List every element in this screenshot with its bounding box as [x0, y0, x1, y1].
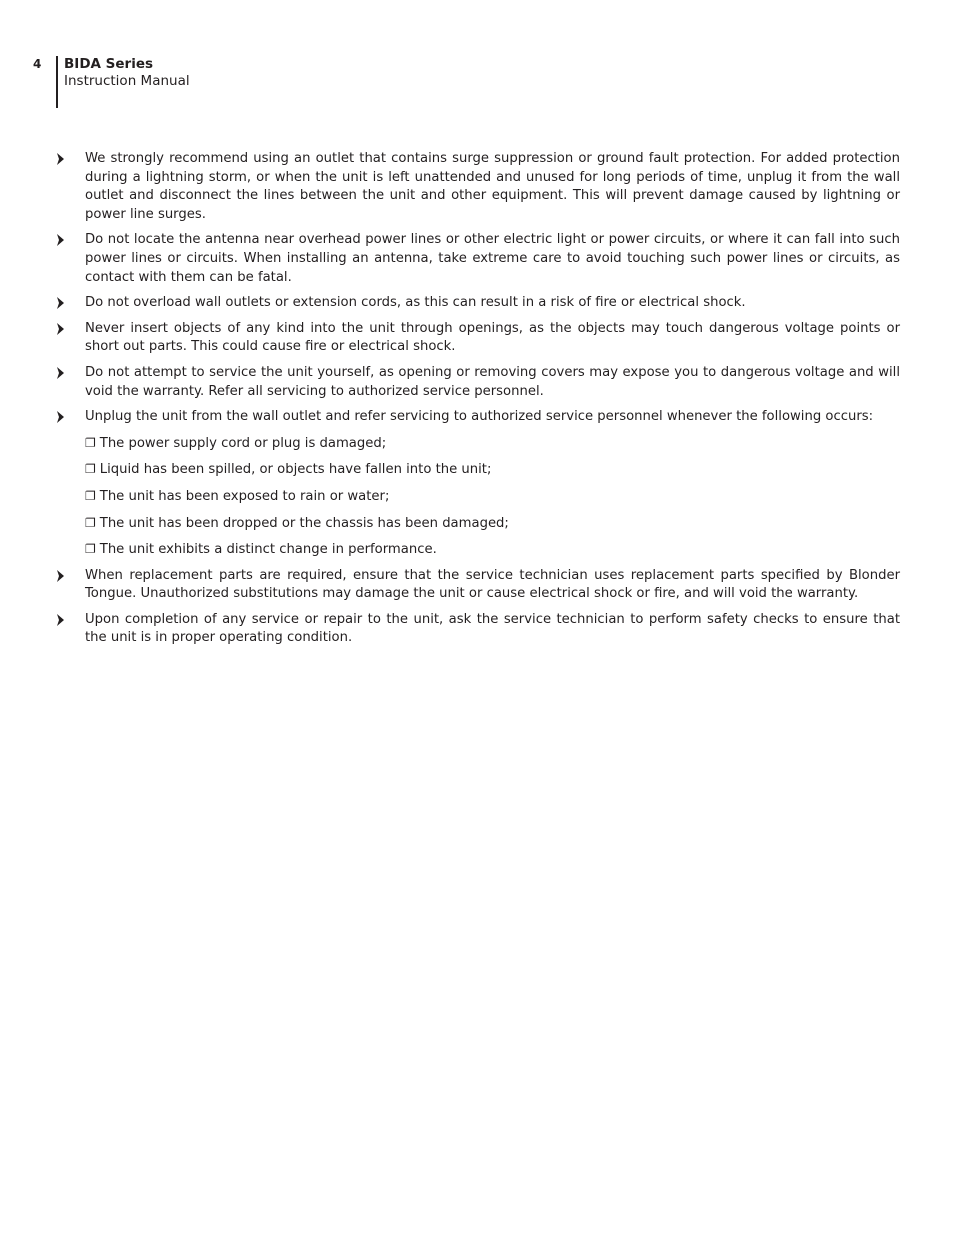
- list-item: [55, 567, 900, 604]
- safety-instructions: [55, 150, 900, 655]
- list-item-text: Do not attempt to service the unit yourself, as opening or removing covers may expose you to dangerous voltage and will void the warranty. Refer all servicing to authorized service personnel.: [85, 364, 900, 399]
- sub-list-item-text: The unit has been exposed to rain or water;: [99, 488, 390, 504]
- sub-list-item-text: The unit exhibits a distinct change in performance.: [99, 542, 437, 558]
- sub-list-item-text: The power supply cord or plug is damaged;: [99, 435, 387, 451]
- sub-list-item: [55, 540, 900, 560]
- checkbox-square-icon: ❐: [85, 515, 96, 530]
- list-item: [55, 294, 900, 313]
- list-item-text: Unplug the unit from the wall outlet and refer servicing to authorized service personnel whenever the following occurs:: [85, 409, 874, 425]
- arrowhead-bullet-icon: [57, 570, 64, 582]
- sub-list-item: [55, 434, 900, 454]
- list-item-text: Upon completion of any service or repair to the unit, ask the service technician to perform safety checks to ensure that the unit is in proper operating condition.: [85, 611, 900, 646]
- list-item: [55, 364, 900, 401]
- arrowhead-bullet-icon: [57, 297, 64, 309]
- checkbox-square-icon: ❐: [85, 435, 96, 450]
- list-item-text: Do not overload wall outlets or extension cords, as this can result in a risk of fire or electrical shock.: [85, 295, 746, 311]
- list-item: [55, 150, 900, 224]
- arrowhead-bullet-icon: [57, 367, 64, 379]
- list-item: [55, 231, 900, 287]
- checkbox-square-icon: ❐: [85, 542, 96, 557]
- header-divider: [56, 56, 58, 108]
- arrowhead-bullet-icon: [57, 153, 64, 165]
- arrowhead-bullet-icon: [57, 323, 64, 335]
- header-text: [64, 56, 190, 90]
- arrowhead-bullet-icon: [57, 234, 64, 246]
- list-item: [55, 320, 900, 357]
- arrowhead-bullet-icon: [57, 411, 64, 423]
- sub-list-item: [55, 514, 900, 534]
- manual-title: Instruction Manual: [64, 73, 190, 89]
- sub-list-item: [55, 487, 900, 507]
- page-number: 4: [33, 57, 42, 71]
- sub-list-item: [55, 460, 900, 480]
- checkbox-square-icon: ❐: [85, 462, 96, 477]
- list-item-text: When replacement parts are required, ensure that the service technician uses replacement parts specified by Blonder Tongue. Unauthorized substitutions may damage the unit or cause electrical shock or fire, and will void the warranty.: [85, 567, 900, 602]
- sub-list-item-text: Liquid has been spilled, or objects have fallen into the unit;: [99, 462, 492, 478]
- list-item: [55, 408, 900, 427]
- arrowhead-bullet-icon: [57, 614, 64, 626]
- list-item: [55, 611, 900, 648]
- list-item-text: Do not locate the antenna near overhead power lines or other electric light or power circuits, or where it can fall into such power lines or circuits. When installing an antenna, take extreme care to avoid touching such power lines or circuits, as contact with them can be fatal.: [85, 232, 900, 285]
- series-title: BIDA Series: [64, 56, 154, 72]
- checkbox-square-icon: ❐: [85, 488, 96, 503]
- list-item-text: We strongly recommend using an outlet that contains surge suppression or ground fault protection. For added protection during a lightning storm, or when the unit is left unattended and unused for long periods of time, unplug it from the wall outlet and disconnect the lines between the unit and other equipment. This will prevent damage caused by lightning or power line surges.: [85, 151, 900, 222]
- list-item-text: Never insert objects of any kind into the unit through openings, as the objects may touch dangerous voltage points or short out parts. This could cause fire or electrical shock.: [85, 320, 900, 355]
- sub-list-item-text: The unit has been dropped or the chassis has been damaged;: [99, 515, 509, 531]
